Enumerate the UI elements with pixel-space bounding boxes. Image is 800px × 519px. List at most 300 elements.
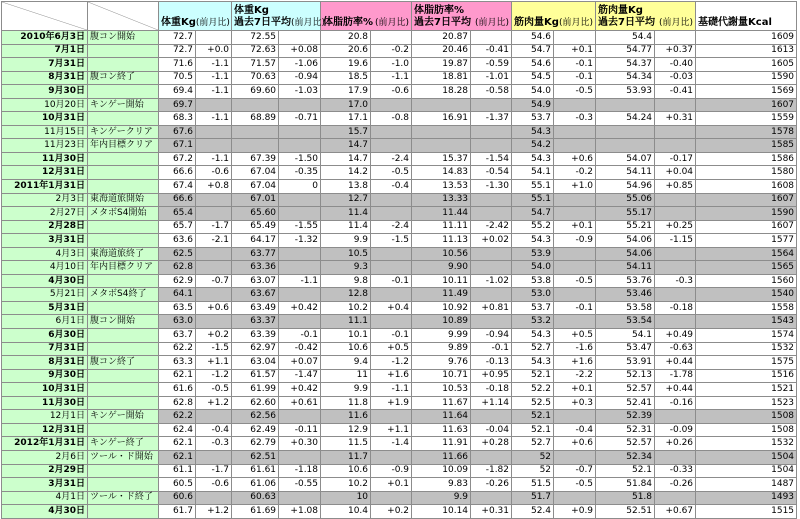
cell-muscle-avg: 55.21 <box>596 220 655 234</box>
table-row <box>2 329 797 343</box>
cell-fat: 9.9 <box>321 234 371 248</box>
cell-weight: 68.3 <box>159 112 196 126</box>
cell-event <box>88 505 159 519</box>
cell-weight: 61.6 <box>159 383 196 397</box>
cell-weight-delta: -0.6 <box>196 166 232 180</box>
cell-weight-avg-delta: -0.11 <box>279 423 321 437</box>
cell-event <box>88 44 159 58</box>
table-row <box>2 505 797 519</box>
cell-muscle: 54.2 <box>512 139 554 153</box>
cell-weight-delta: -2.1 <box>196 234 232 248</box>
cell-weight-avg-delta: +0.08 <box>279 44 321 58</box>
cell-fat-avg: 15.37 <box>412 152 471 166</box>
cell-weight-avg: 65.60 <box>232 207 279 221</box>
header-corner-date <box>2 2 88 31</box>
cell-fat: 10.2 <box>321 478 371 492</box>
cell-fat-avg: 10.56 <box>412 247 471 261</box>
cell-muscle-avg: 53.47 <box>596 342 655 356</box>
cell-muscle: 52.7 <box>512 342 554 356</box>
table-row <box>2 274 797 288</box>
cell-weight-delta: +1.2 <box>196 505 232 519</box>
cell-muscle-avg: 55.17 <box>596 207 655 221</box>
cell-weight-delta <box>196 315 232 329</box>
cell-muscle: 53.7 <box>512 301 554 315</box>
header-fat <box>321 2 412 31</box>
cell-fat-avg: 13.33 <box>412 193 471 207</box>
cell-fat-delta <box>371 288 412 302</box>
header-muscle-avg-line2: 過去7日平均 <box>598 17 655 28</box>
cell-fat: 10.2 <box>321 301 371 315</box>
cell-fat-avg-delta <box>471 193 512 207</box>
cell-muscle-avg-delta: +0.44 <box>655 383 696 397</box>
cell-fat-avg: 10.09 <box>412 464 471 478</box>
cell-muscle: 52 <box>512 450 554 464</box>
cell-event: 東海道旅終了 <box>88 247 159 261</box>
cell-weight-avg <box>232 125 279 139</box>
cell-date: 12月31日 <box>2 166 88 180</box>
cell-muscle-avg-delta: +0.26 <box>655 437 696 451</box>
cell-fat-avg-delta: -0.58 <box>471 85 512 99</box>
cell-muscle-delta <box>554 193 596 207</box>
cell-muscle-avg-delta <box>655 315 696 329</box>
cell-fat-avg-delta <box>471 98 512 112</box>
cell-muscle-avg-delta: +0.37 <box>655 44 696 58</box>
cell-fat-avg: 13.53 <box>412 180 471 194</box>
header-muscle-avg-label: 筋肉量Kg <box>598 5 643 16</box>
cell-muscle: 53.9 <box>512 247 554 261</box>
cell-muscle: 54.0 <box>512 85 554 99</box>
table-row <box>2 207 797 221</box>
cell-muscle-avg: 54.37 <box>596 58 655 72</box>
cell-weight: 67.6 <box>159 125 196 139</box>
cell-date: 7月31日 <box>2 58 88 72</box>
cell-muscle-avg <box>596 125 655 139</box>
cell-bmr: 1487 <box>696 478 797 492</box>
cell-fat-avg: 11.49 <box>412 288 471 302</box>
cell-weight-delta <box>196 450 232 464</box>
cell-bmr: 1586 <box>696 152 797 166</box>
cell-bmr: 1607 <box>696 98 797 112</box>
cell-event <box>88 112 159 126</box>
cell-fat-delta <box>371 247 412 261</box>
cell-muscle: 54.3 <box>512 152 554 166</box>
cell-weight-delta: -0.3 <box>196 437 232 451</box>
cell-fat-avg-delta: -0.1 <box>471 342 512 356</box>
cell-muscle-avg-delta <box>655 125 696 139</box>
cell-bmr: 1504 <box>696 450 797 464</box>
cell-weight-avg: 61.57 <box>232 369 279 383</box>
cell-fat: 10 <box>321 491 371 505</box>
cell-muscle: 55.2 <box>512 220 554 234</box>
cell-fat: 14.7 <box>321 139 371 153</box>
cell-muscle-delta <box>554 31 596 45</box>
cell-weight-delta: +0.2 <box>196 329 232 343</box>
cell-muscle: 54.0 <box>512 261 554 275</box>
cell-fat-avg-delta: -1.54 <box>471 152 512 166</box>
cell-muscle-avg: 52.31 <box>596 423 655 437</box>
cell-weight: 67.2 <box>159 152 196 166</box>
cell-event <box>88 301 159 315</box>
cell-weight-avg-delta: -1.18 <box>279 464 321 478</box>
cell-muscle-delta: +0.9 <box>554 505 596 519</box>
cell-fat-delta <box>371 410 412 424</box>
cell-muscle-delta: +0.6 <box>554 152 596 166</box>
cell-date: 8月31日 <box>2 356 88 370</box>
cell-weight-avg: 62.97 <box>232 342 279 356</box>
cell-weight-avg: 61.61 <box>232 464 279 478</box>
cell-muscle-avg <box>596 98 655 112</box>
cell-muscle-avg: 53.46 <box>596 288 655 302</box>
cell-weight: 65.4 <box>159 207 196 221</box>
diagonal-line-icon <box>2 2 87 30</box>
cell-muscle-delta: +1.0 <box>554 180 596 194</box>
cell-bmr: 1543 <box>696 315 797 329</box>
cell-weight: 66.6 <box>159 166 196 180</box>
cell-muscle-avg-delta: -0.16 <box>655 396 696 410</box>
cell-fat-delta: -0.9 <box>371 464 412 478</box>
cell-muscle: 55.1 <box>512 193 554 207</box>
cell-fat-delta: -0.8 <box>371 112 412 126</box>
cell-muscle: 53.2 <box>512 315 554 329</box>
cell-fat: 11.4 <box>321 220 371 234</box>
cell-weight: 62.5 <box>159 247 196 261</box>
cell-date: 8月31日 <box>2 71 88 85</box>
cell-bmr: 1574 <box>696 329 797 343</box>
cell-event <box>88 220 159 234</box>
cell-muscle-avg: 54.11 <box>596 261 655 275</box>
cell-muscle-avg-delta: -0.33 <box>655 464 696 478</box>
cell-date: 11月23日 <box>2 139 88 153</box>
cell-muscle-avg-delta: -0.09 <box>655 423 696 437</box>
cell-muscle-avg: 54.24 <box>596 112 655 126</box>
table-row <box>2 44 797 58</box>
cell-event <box>88 329 159 343</box>
cell-weight-avg: 61.69 <box>232 505 279 519</box>
cell-fat-avg: 10.53 <box>412 383 471 397</box>
cell-weight: 62.1 <box>159 450 196 464</box>
cell-bmr: 1575 <box>696 356 797 370</box>
cell-fat-avg <box>412 98 471 112</box>
table-row <box>2 58 797 72</box>
cell-fat-avg-delta: -2.42 <box>471 220 512 234</box>
diagonal-line-icon <box>88 2 158 30</box>
cell-weight-avg-delta: -1.50 <box>279 152 321 166</box>
cell-weight: 67.4 <box>159 180 196 194</box>
cell-event: 腹コン終了 <box>88 71 159 85</box>
table-row <box>2 478 797 492</box>
cell-event: 腹コン開始 <box>88 315 159 329</box>
cell-fat: 10.6 <box>321 464 371 478</box>
header-fat-avg-sub: (前月比) <box>474 18 510 28</box>
cell-fat-avg: 11.66 <box>412 450 471 464</box>
cell-weight-avg: 70.63 <box>232 71 279 85</box>
cell-weight-delta: -0.4 <box>196 423 232 437</box>
cell-bmr: 1580 <box>696 166 797 180</box>
header-weight-avg-line2: 過去7日平均 <box>234 17 291 28</box>
cell-muscle: 54.7 <box>512 207 554 221</box>
table-row <box>2 139 797 153</box>
cell-weight-avg-delta: -0.42 <box>279 342 321 356</box>
cell-fat-delta: -0.1 <box>371 274 412 288</box>
cell-muscle-avg: 52.41 <box>596 396 655 410</box>
cell-weight-avg: 63.77 <box>232 247 279 261</box>
cell-bmr: 1564 <box>696 247 797 261</box>
cell-weight-avg-delta <box>279 450 321 464</box>
cell-muscle: 54.3 <box>512 125 554 139</box>
header-corner-event <box>88 2 159 31</box>
cell-weight-avg: 63.04 <box>232 356 279 370</box>
cell-weight-delta: -1.1 <box>196 112 232 126</box>
cell-weight: 65.7 <box>159 220 196 234</box>
cell-date: 2011年1月31日 <box>2 180 88 194</box>
cell-weight-avg-delta: +0.42 <box>279 383 321 397</box>
cell-weight: 63.6 <box>159 234 196 248</box>
cell-muscle-delta <box>554 247 596 261</box>
cell-muscle-avg-delta <box>655 31 696 45</box>
cell-weight-avg: 63.37 <box>232 315 279 329</box>
cell-muscle-avg: 53.91 <box>596 356 655 370</box>
cell-bmr: 1590 <box>696 207 797 221</box>
cell-fat-avg-delta <box>471 288 512 302</box>
cell-muscle: 54.3 <box>512 234 554 248</box>
header-bmr-label: 基礎代謝量Kcal <box>698 17 772 28</box>
cell-muscle-avg-delta <box>655 193 696 207</box>
cell-muscle: 52.1 <box>512 369 554 383</box>
cell-weight-avg: 64.17 <box>232 234 279 248</box>
cell-fat-avg: 20.87 <box>412 31 471 45</box>
cell-fat-delta: -0.5 <box>371 166 412 180</box>
cell-fat: 13.8 <box>321 180 371 194</box>
cell-fat: 11 <box>321 369 371 383</box>
cell-muscle-delta <box>554 491 596 505</box>
cell-event <box>88 152 159 166</box>
cell-bmr: 1521 <box>696 383 797 397</box>
cell-event: キンゲー終了 <box>88 437 159 451</box>
cell-muscle: 54.5 <box>512 71 554 85</box>
cell-weight-avg-delta: -1.1 <box>279 274 321 288</box>
cell-event: メタボS4終了 <box>88 288 159 302</box>
cell-fat-avg <box>412 139 471 153</box>
cell-fat-avg-delta <box>471 125 512 139</box>
cell-weight-avg-delta: -1.03 <box>279 85 321 99</box>
cell-weight-avg: 67.39 <box>232 152 279 166</box>
cell-date: 4月30日 <box>2 505 88 519</box>
cell-fat: 9.9 <box>321 383 371 397</box>
cell-fat-avg-delta: +0.28 <box>471 437 512 451</box>
cell-fat-avg-delta: -1.01 <box>471 71 512 85</box>
cell-weight-avg-delta: -0.1 <box>279 329 321 343</box>
cell-fat-avg: 9.90 <box>412 261 471 275</box>
cell-bmr: 1493 <box>696 491 797 505</box>
cell-event <box>88 396 159 410</box>
cell-muscle-delta: -0.4 <box>554 423 596 437</box>
cell-weight: 69.4 <box>159 85 196 99</box>
cell-date: 4月30日 <box>2 274 88 288</box>
cell-date: 4月1日 <box>2 491 88 505</box>
cell-fat: 18.5 <box>321 71 371 85</box>
cell-weight-avg: 71.57 <box>232 58 279 72</box>
cell-muscle-delta <box>554 410 596 424</box>
cell-muscle-delta: -0.5 <box>554 478 596 492</box>
cell-event <box>88 166 159 180</box>
cell-bmr: 1558 <box>696 301 797 315</box>
cell-muscle-avg: 52.51 <box>596 505 655 519</box>
cell-weight-delta <box>196 207 232 221</box>
table-row <box>2 85 797 99</box>
cell-fat-delta <box>371 207 412 221</box>
cell-weight: 62.2 <box>159 342 196 356</box>
cell-muscle: 52.5 <box>512 396 554 410</box>
header-weight-label: 体重Kg <box>161 17 196 28</box>
header-bmr <box>696 2 797 31</box>
cell-weight-avg <box>232 98 279 112</box>
cell-weight-avg <box>232 139 279 153</box>
cell-bmr: 1569 <box>696 85 797 99</box>
cell-muscle-delta: -0.7 <box>554 464 596 478</box>
cell-fat: 20.6 <box>321 44 371 58</box>
cell-weight-avg-delta <box>279 125 321 139</box>
cell-date: 2010年6月3日 <box>2 31 88 45</box>
cell-weight-avg: 72.55 <box>232 31 279 45</box>
cell-muscle-delta <box>554 98 596 112</box>
cell-fat-avg: 19.87 <box>412 58 471 72</box>
cell-date: 4月3日 <box>2 247 88 261</box>
cell-muscle: 54.6 <box>512 58 554 72</box>
cell-muscle: 54.6 <box>512 31 554 45</box>
cell-bmr: 1565 <box>696 261 797 275</box>
cell-weight-avg: 67.04 <box>232 166 279 180</box>
cell-muscle-delta: +0.1 <box>554 383 596 397</box>
cell-fat-avg: 9.99 <box>412 329 471 343</box>
table-row <box>2 288 797 302</box>
cell-muscle-avg: 53.58 <box>596 301 655 315</box>
cell-event: 東海道旅開始 <box>88 193 159 207</box>
cell-weight-avg-delta: +1.08 <box>279 505 321 519</box>
cell-muscle-delta: -0.2 <box>554 166 596 180</box>
cell-muscle: 54.9 <box>512 98 554 112</box>
cell-fat-avg: 10.11 <box>412 274 471 288</box>
cell-fat-avg <box>412 125 471 139</box>
cell-muscle-avg-delta <box>655 491 696 505</box>
cell-date: 9月30日 <box>2 85 88 99</box>
cell-fat-avg-delta <box>471 247 512 261</box>
cell-event <box>88 180 159 194</box>
cell-event <box>88 274 159 288</box>
cell-weight-avg-delta: -0.94 <box>279 71 321 85</box>
cell-date: 10月31日 <box>2 383 88 397</box>
cell-bmr: 1508 <box>696 410 797 424</box>
cell-weight-avg-delta: -1.06 <box>279 58 321 72</box>
table-row <box>2 396 797 410</box>
header-weight <box>159 2 232 31</box>
cell-date: 12月31日 <box>2 423 88 437</box>
cell-weight-avg-delta <box>279 247 321 261</box>
header-weight-avg-label: 体重Kg <box>234 5 269 16</box>
cell-weight-avg: 62.49 <box>232 423 279 437</box>
cell-event <box>88 58 159 72</box>
cell-muscle-avg: 54.34 <box>596 71 655 85</box>
cell-muscle-avg: 52.57 <box>596 437 655 451</box>
cell-fat-avg: 11.64 <box>412 410 471 424</box>
cell-bmr: 1516 <box>696 369 797 383</box>
cell-muscle-delta <box>554 139 596 153</box>
cell-weight-delta: +0.6 <box>196 301 232 315</box>
cell-event: キンゲー開始 <box>88 98 159 112</box>
cell-muscle-delta <box>554 315 596 329</box>
cell-fat-avg-delta <box>471 31 512 45</box>
cell-muscle: 52.1 <box>512 410 554 424</box>
cell-weight-avg-delta: -1.32 <box>279 234 321 248</box>
cell-weight: 72.7 <box>159 44 196 58</box>
cell-fat: 11.6 <box>321 410 371 424</box>
header-muscle-sub: (前月比) <box>559 18 594 28</box>
cell-weight-delta: -1.5 <box>196 342 232 356</box>
cell-muscle: 51.5 <box>512 478 554 492</box>
cell-fat: 12.8 <box>321 288 371 302</box>
cell-muscle-delta: -2.2 <box>554 369 596 383</box>
cell-muscle: 52 <box>512 464 554 478</box>
cell-muscle-avg-delta: +0.49 <box>655 329 696 343</box>
cell-fat-delta: +0.4 <box>371 301 412 315</box>
cell-date: 3月31日 <box>2 478 88 492</box>
cell-date: 11月30日 <box>2 396 88 410</box>
cell-fat-avg-delta: -1.02 <box>471 274 512 288</box>
cell-event: キンゲー開始 <box>88 410 159 424</box>
cell-muscle-delta: -0.3 <box>554 112 596 126</box>
cell-bmr: 1590 <box>696 71 797 85</box>
cell-weight-avg-delta <box>279 98 321 112</box>
cell-event <box>88 369 159 383</box>
cell-muscle-avg: 52.57 <box>596 383 655 397</box>
cell-muscle-avg: 53.54 <box>596 315 655 329</box>
cell-muscle-avg-delta: -0.17 <box>655 152 696 166</box>
cell-weight: 60.5 <box>159 478 196 492</box>
cell-fat: 14.7 <box>321 152 371 166</box>
cell-date: 7月31日 <box>2 342 88 356</box>
cell-fat-delta: -1.2 <box>371 356 412 370</box>
cell-muscle-avg: 53.76 <box>596 274 655 288</box>
cell-fat-delta <box>371 139 412 153</box>
cell-date: 4月10日 <box>2 261 88 275</box>
cell-weight: 63.0 <box>159 315 196 329</box>
cell-bmr: 1577 <box>696 234 797 248</box>
cell-weight-avg-delta: -0.71 <box>279 112 321 126</box>
cell-weight-delta <box>196 125 232 139</box>
cell-date: 7月1日 <box>2 44 88 58</box>
cell-fat-delta: -1.1 <box>371 71 412 85</box>
header-muscle-label: 筋肉量Kg <box>514 17 559 28</box>
cell-muscle-delta: -0.5 <box>554 274 596 288</box>
cell-muscle-avg: 54.4 <box>596 31 655 45</box>
table-row <box>2 410 797 424</box>
cell-weight-delta: -1.1 <box>196 85 232 99</box>
cell-muscle-avg-delta: -0.03 <box>655 71 696 85</box>
cell-weight: 61.7 <box>159 505 196 519</box>
cell-fat: 17.0 <box>321 98 371 112</box>
cell-fat: 9.3 <box>321 261 371 275</box>
cell-muscle-avg-delta <box>655 410 696 424</box>
cell-bmr: 1607 <box>696 193 797 207</box>
cell-fat-delta <box>371 450 412 464</box>
cell-fat-avg: 10.71 <box>412 369 471 383</box>
table-row <box>2 98 797 112</box>
table-row <box>2 423 797 437</box>
cell-muscle-avg: 51.8 <box>596 491 655 505</box>
cell-muscle-avg: 54.06 <box>596 247 655 261</box>
cell-event <box>88 478 159 492</box>
cell-fat-avg: 14.83 <box>412 166 471 180</box>
cell-muscle-avg: 52.13 <box>596 369 655 383</box>
